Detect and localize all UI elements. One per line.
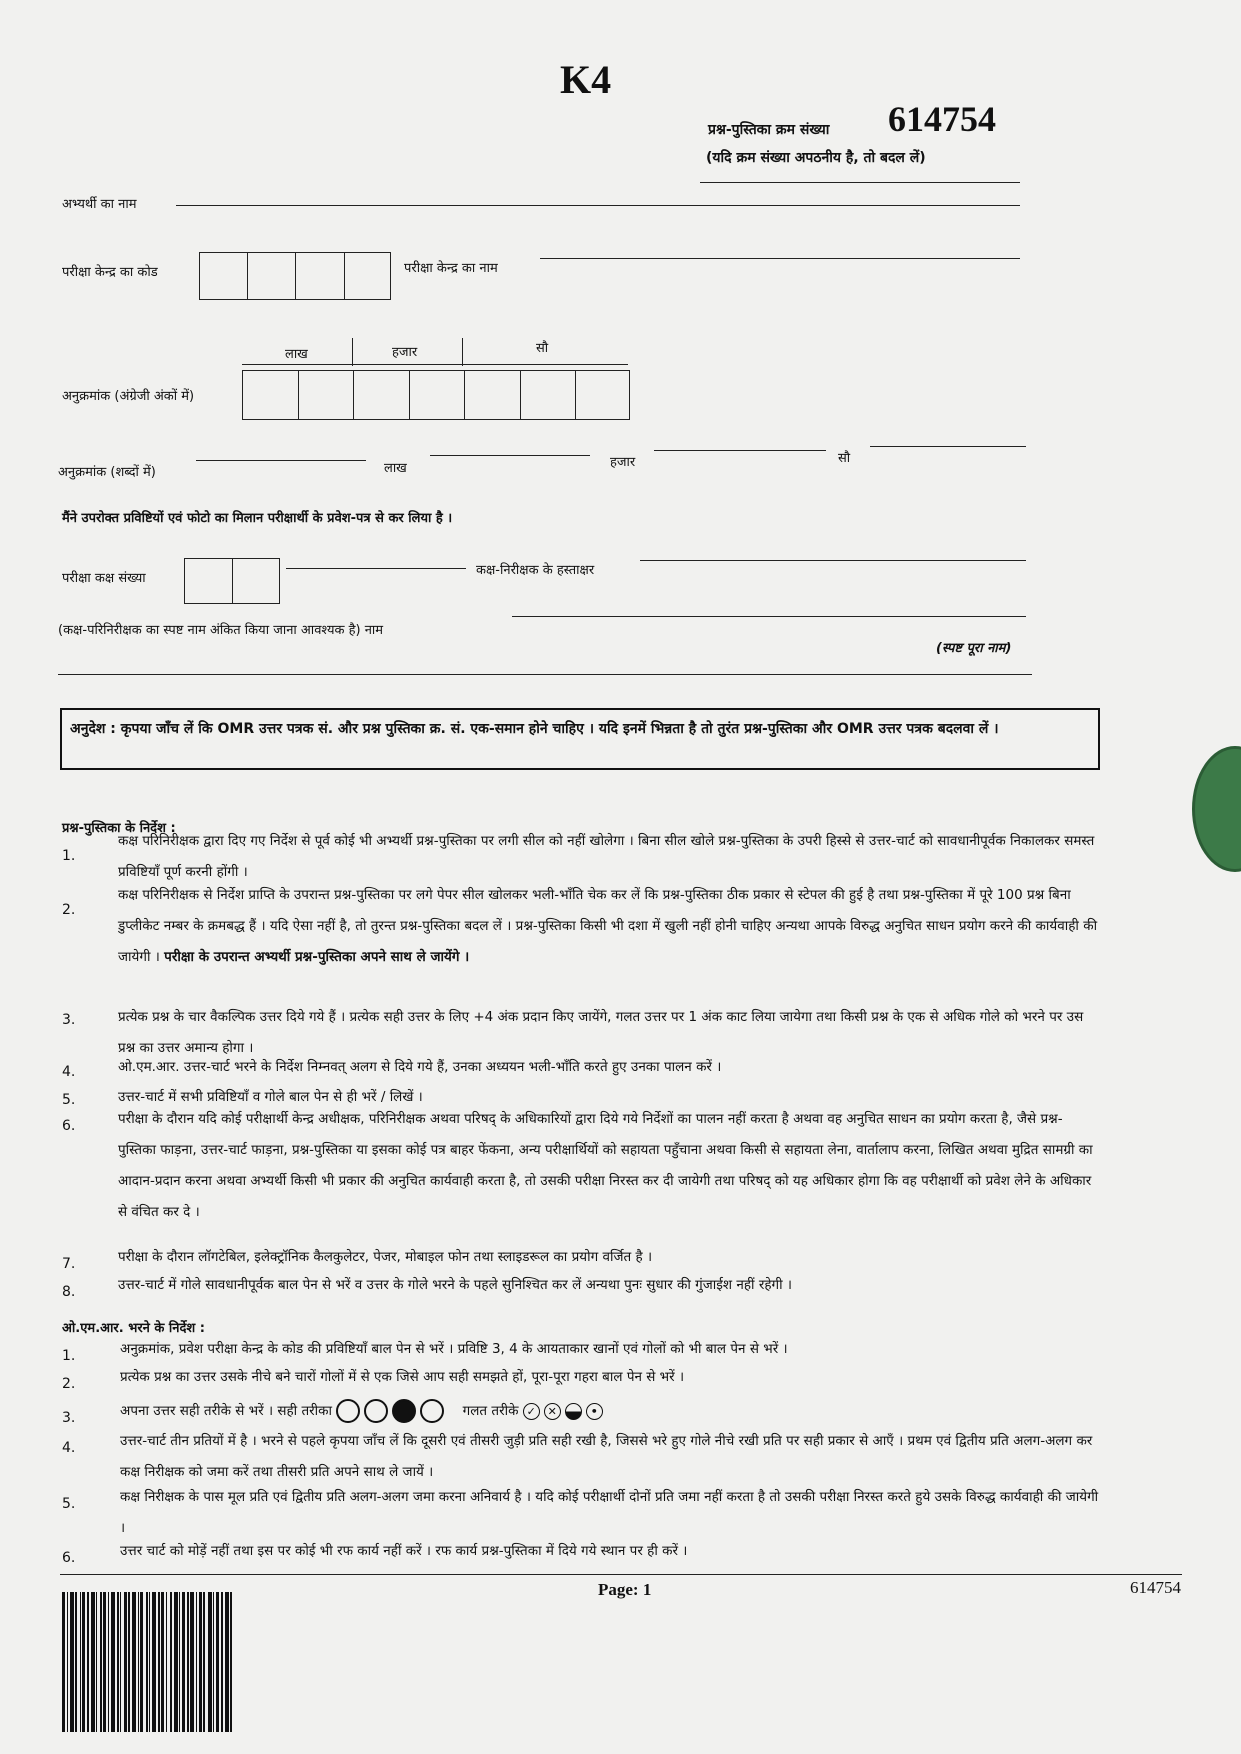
instr-num: 3. [62, 1012, 76, 1028]
set-code: K4 [560, 57, 612, 102]
instr-text-body: कक्ष परिनिरीक्षक से निर्देश प्राप्ति के उपरान्त प्रश्न-पुस्तिका पर लगे पेपर सील खोलकर भली-भाँति चेक कर लें कि प्रश्न-पुस्तिका ठीक प्रकार से स्टेपल की हुई है तथा प्रश्न-पुस्तिका में पूरे 100 प्रश्न बिना डुप्लीकेट नम्बर के क्रमबद्ध हैं । यदि ऐसा नहीं है, तो तुरन्त प्रश्न-पुस्तिका बदल लें । प्रश्न-पुस्तिका किसी भी दशा में खुली नहीं होनी चाहिए अन्यथा आपके विरुद्ध अनुचित साधन प्रयोग करने की कार्यवाही की जायेगी । [118, 887, 1098, 965]
invigilator-name-label: (कक्ष-परिनिरीक्षक का स्पष्ट नाम अंकित किया जाना आवश्यक है) नाम [58, 623, 384, 638]
omr-num: 1. [62, 1348, 76, 1364]
correct-bubble-example [336, 1403, 452, 1419]
room-number-label: परीक्षा कक्ष संख्या [62, 571, 146, 586]
omr-num: 2. [62, 1376, 76, 1392]
centre-name-field[interactable] [540, 258, 1020, 259]
instr-text: प्रत्येक प्रश्न के चार वैकल्पिक उत्तर दिये गये हैं । प्रत्येक सही उत्तर के लिए +4 अंक प्रदान किए जायेंगे, गलत उत्तर पर 1 अंक काट लिया जायेगा तथा किसी प्रश्न के एक से अधिक गोले को भरने पर उस प्रश्न का उत्तर अमान्य होगा । [118, 1009, 1084, 1056]
centre-code-box[interactable] [200, 253, 248, 299]
omr-wrong-label: गलत तरीके [462, 1403, 519, 1419]
empty-bubble-icon [364, 1399, 388, 1423]
instr-text [118, 880, 1098, 973]
roll-digit-box[interactable] [521, 371, 577, 419]
instr-num: 7. [62, 1256, 76, 1272]
omr-text: उत्तर-चार्ट तीन प्रतियों में है । भरने से पहले कृपया जाँच लें कि दूसरी एवं तीसरी जुड़ी प्रति सही रखी है, जिससे भरे हुए गोले नीचे रखी प्रति पर सही प्रकार से आएँ । प्रथम एवं द्वितीय प्रति अलग-अलग कर कक्ष निरीक्षक को जमा करें तथा तीसरी प्रति अपने साथ ले जायें । [120, 1433, 1093, 1480]
invigilator-name-field[interactable] [512, 616, 1026, 617]
centre-code-box[interactable] [248, 253, 296, 299]
wrong-bubble-example [523, 1403, 607, 1419]
omr-text: कक्ष निरीक्षक के पास मूल प्रति एवं द्वितीय प्रति अलग-अलग जमा करना अनिवार्य है । यदि कोई परीक्षार्थी दोनों प्रति जमा नहीं करता है तो उसकी परीक्षा निरस्त करते हुये उसके विरुद्ध कार्यवाही की जायेगी । [120, 1489, 1099, 1536]
centre-code-box[interactable] [296, 253, 344, 299]
dot-bubble-icon: • [586, 1403, 603, 1420]
verify-statement: मैंने उपरोक्त प्रविष्टियों एवं फोटो का मिलान परीक्षार्थी के प्रवेश-पत्र से कर लिया है । [62, 511, 453, 526]
booklet-instructions-title: प्रश्न-पुस्तिका के निर्देश : [62, 821, 176, 836]
page-label: Page: 1 [598, 1580, 652, 1599]
form-bottom-rule [58, 674, 1032, 675]
omr-num: 4. [62, 1440, 76, 1456]
roll-words-label: अनुक्रमांक (शब्दों में) [58, 465, 156, 480]
instr-num: 8. [62, 1284, 76, 1300]
roll-words-hazar: हजार [610, 455, 636, 470]
roll-head-rule [242, 364, 628, 365]
omr-text: उत्तर चार्ट को मोड़ें नहीं तथा इस पर कोई भी रफ कार्य नहीं करें । रफ कार्य प्रश्न-पुस्तिका में दिये गये स्थान पर ही करें । [120, 1543, 688, 1559]
roll-head-divider [462, 338, 463, 366]
omr-correct-label: अपना उत्तर सही तरीके से भरें । सही तरीका [120, 1403, 333, 1419]
room-number-boxes[interactable] [184, 558, 280, 604]
full-name-note: (स्पष्ट पूरा नाम) [936, 641, 1012, 656]
footer-rule [60, 1574, 1182, 1575]
centre-code-boxes[interactable] [199, 252, 391, 300]
roll-head-divider [352, 338, 353, 366]
centre-code-label: परीक्षा केन्द्र का कोड [62, 265, 158, 280]
roll-words-hazar-field[interactable] [430, 455, 590, 456]
instr-text-bold: परीक्षा के उपरान्त अभ्यर्थी प्रश्न-पुस्तिका अपने साथ ले जायेंगे । [164, 949, 470, 965]
roll-digit-box[interactable] [354, 371, 410, 419]
seal-sticker [1192, 746, 1241, 872]
roll-words-lakh-field[interactable] [196, 460, 366, 461]
centre-code-box[interactable] [345, 253, 390, 299]
serial-number: 614754 [888, 99, 996, 139]
centre-name-label: परीक्षा केन्द्र का नाम [404, 261, 498, 276]
roll-digit-box[interactable] [576, 371, 629, 419]
instr-text: ओ.एम.आर. उत्तर-चार्ट भरने के निर्देश निम्नवत् अलग से दिये गये हैं, उनका अध्ययन भली-भाँति करते हुए उनका पालन करें । [118, 1059, 722, 1075]
instr-text: कक्ष परिनिरीक्षक द्वारा दिए गए निर्देश से पूर्व कोई भी अभ्यर्थी प्रश्न-पुस्तिका पर लगी सील को नहीं खोलेगा । बिना सील खोले प्रश्न-पुस्तिका के उपरी हिस्से से उत्तर-चार्ट को सावधानीपूर्वक निकालकर समस्त प्रविष्टियाँ पूर्ण करनी होंगी । [118, 833, 1095, 880]
empty-bubble-icon [420, 1399, 444, 1423]
omr-text: अनुक्रमांक, प्रवेश परीक्षा केन्द्र के कोड की प्रविष्टियाँ बाल पेन से भरें । प्रविष्टि 3, 4 के आयताकार खानों एवं गोलों को भी बाल पेन से भरें । [120, 1341, 788, 1357]
room-number-box[interactable] [185, 559, 233, 603]
roll-digits-label: अनुक्रमांक (अंग्रेजी अंकों में) [62, 389, 195, 404]
candidate-name-field[interactable] [176, 205, 1020, 206]
cross-bubble-icon: ✕ [544, 1403, 561, 1420]
instr-text: उत्तर-चार्ट में गोले सावधानीपूर्वक बाल पेन से भरें व उत्तर के गोले भरने के पहले सुनिश्चित कर लें अन्यथा पुनः सुधार की गुंजाईश नहीं रहेगी । [118, 1277, 793, 1293]
instr-num: 5. [62, 1092, 76, 1108]
omr-num: 3. [62, 1410, 76, 1426]
half-filled-bubble-icon [565, 1403, 582, 1420]
roll-head-sau: सौ [536, 341, 549, 356]
empty-bubble-icon [336, 1399, 360, 1423]
roll-digit-boxes[interactable] [242, 370, 630, 420]
serial-label: प्रश्न-पुस्तिका क्रम संख्या [708, 122, 830, 138]
roll-digit-box[interactable] [299, 371, 355, 419]
roll-words-sau: सौ [838, 451, 851, 466]
roll-words-sau-field[interactable] [654, 450, 826, 451]
instr-num: 1. [62, 848, 76, 864]
omr-num: 6. [62, 1550, 76, 1566]
omr-instructions-title: ओ.एम.आर. भरने के निर्देश : [62, 1321, 205, 1336]
roll-digit-box[interactable] [243, 371, 299, 419]
page-serial: 614754 [1130, 1578, 1181, 1597]
roll-words-lakh: लाख [384, 461, 407, 476]
room-sign-line[interactable] [286, 568, 466, 569]
roll-head-lakh: लाख [285, 347, 308, 362]
roll-digit-box[interactable] [465, 371, 521, 419]
roll-digit-box[interactable] [410, 371, 466, 419]
roll-words-tail-field[interactable] [870, 446, 1026, 447]
candidate-name-field-upper[interactable] [700, 182, 1020, 183]
invigilator-sign-label: कक्ष-निरीक्षक के हस्ताक्षर [476, 563, 595, 578]
instr-num: 6. [62, 1118, 76, 1134]
roll-head-hazar: हजार [392, 345, 418, 360]
instr-text: परीक्षा के दौरान लॉगटेबिल, इलेक्ट्रॉनिक कैलकुलेटर, पेजर, मोबाइल फोन तथा स्लाइडरूल का प्रयोग वर्जित है । [118, 1249, 653, 1265]
barcode-icon [62, 1592, 272, 1732]
instr-text: परीक्षा के दौरान यदि कोई परीक्षार्थी केन्द्र अधीक्षक, परिनिरीक्षक अथवा परिषद् के अधिकारियों द्वारा दिये गये निर्देशों का पालन नहीं करता है अथवा वह अनुचित साधन का प्रयोग करता है, जैसे प्रश्न-पुस्तिका फाड़ना, उत्तर-चार्ट फाड़ना, प्रश्न-पुस्तिका या इसका कोई पत्र बाहर फेंकना, अन्य परीक्षार्थियों को सहायता पहुँचाना अथवा किसी से सहायता लेना, वार्तालाप करना, लिखित अथवा मुद्रित सामग्री का आदान-प्रदान करना अथवा अभ्यर्थी किसी भी प्रकार की अनुचित कार्यवाही करता है, तो उसकी परीक्षा निरस्त कर दी जायेगी तथा परिषद् को यह अधिकार होगा कि वह परीक्षार्थी को प्रवेश लेने के अधिकार से वंचित कर दे । [118, 1111, 1093, 1220]
instr-num: 4. [62, 1064, 76, 1080]
room-number-box[interactable] [233, 559, 280, 603]
serial-note: (यदि क्रम संख्या अपठनीय है, तो बदल लें) [706, 150, 926, 166]
filled-bubble-icon [392, 1399, 416, 1423]
instruction-notice: अनुदेश : कृपया जाँच लें कि OMR उत्तर पत्रक सं. और प्रश्न पुस्तिका क्र. सं. एक-समान होने चाहिए । यदि इनमें भिन्नता है तो तुरंत प्रश्न-पुस्तिका और OMR उत्तर पत्रक बदलवा लें । [60, 708, 1100, 770]
check-bubble-icon: ✓ [523, 1403, 540, 1420]
invigilator-sign-field[interactable] [640, 560, 1026, 561]
omr-text [120, 1396, 1120, 1427]
omr-text: प्रत्येक प्रश्न का उत्तर उसके नीचे बने चारों गोलों में से एक जिसे आप सही समझते हों, पूरा-पूरा गहरा बाल पेन से भरें । [120, 1369, 685, 1385]
omr-num: 5. [62, 1496, 76, 1512]
instr-text: उत्तर-चार्ट में सभी प्रविष्टियाँ व गोले बाल पेन से ही भरें / लिखें । [118, 1089, 423, 1105]
instr-num: 2. [62, 902, 76, 918]
candidate-name-label: अभ्यर्थी का नाम [62, 197, 137, 212]
